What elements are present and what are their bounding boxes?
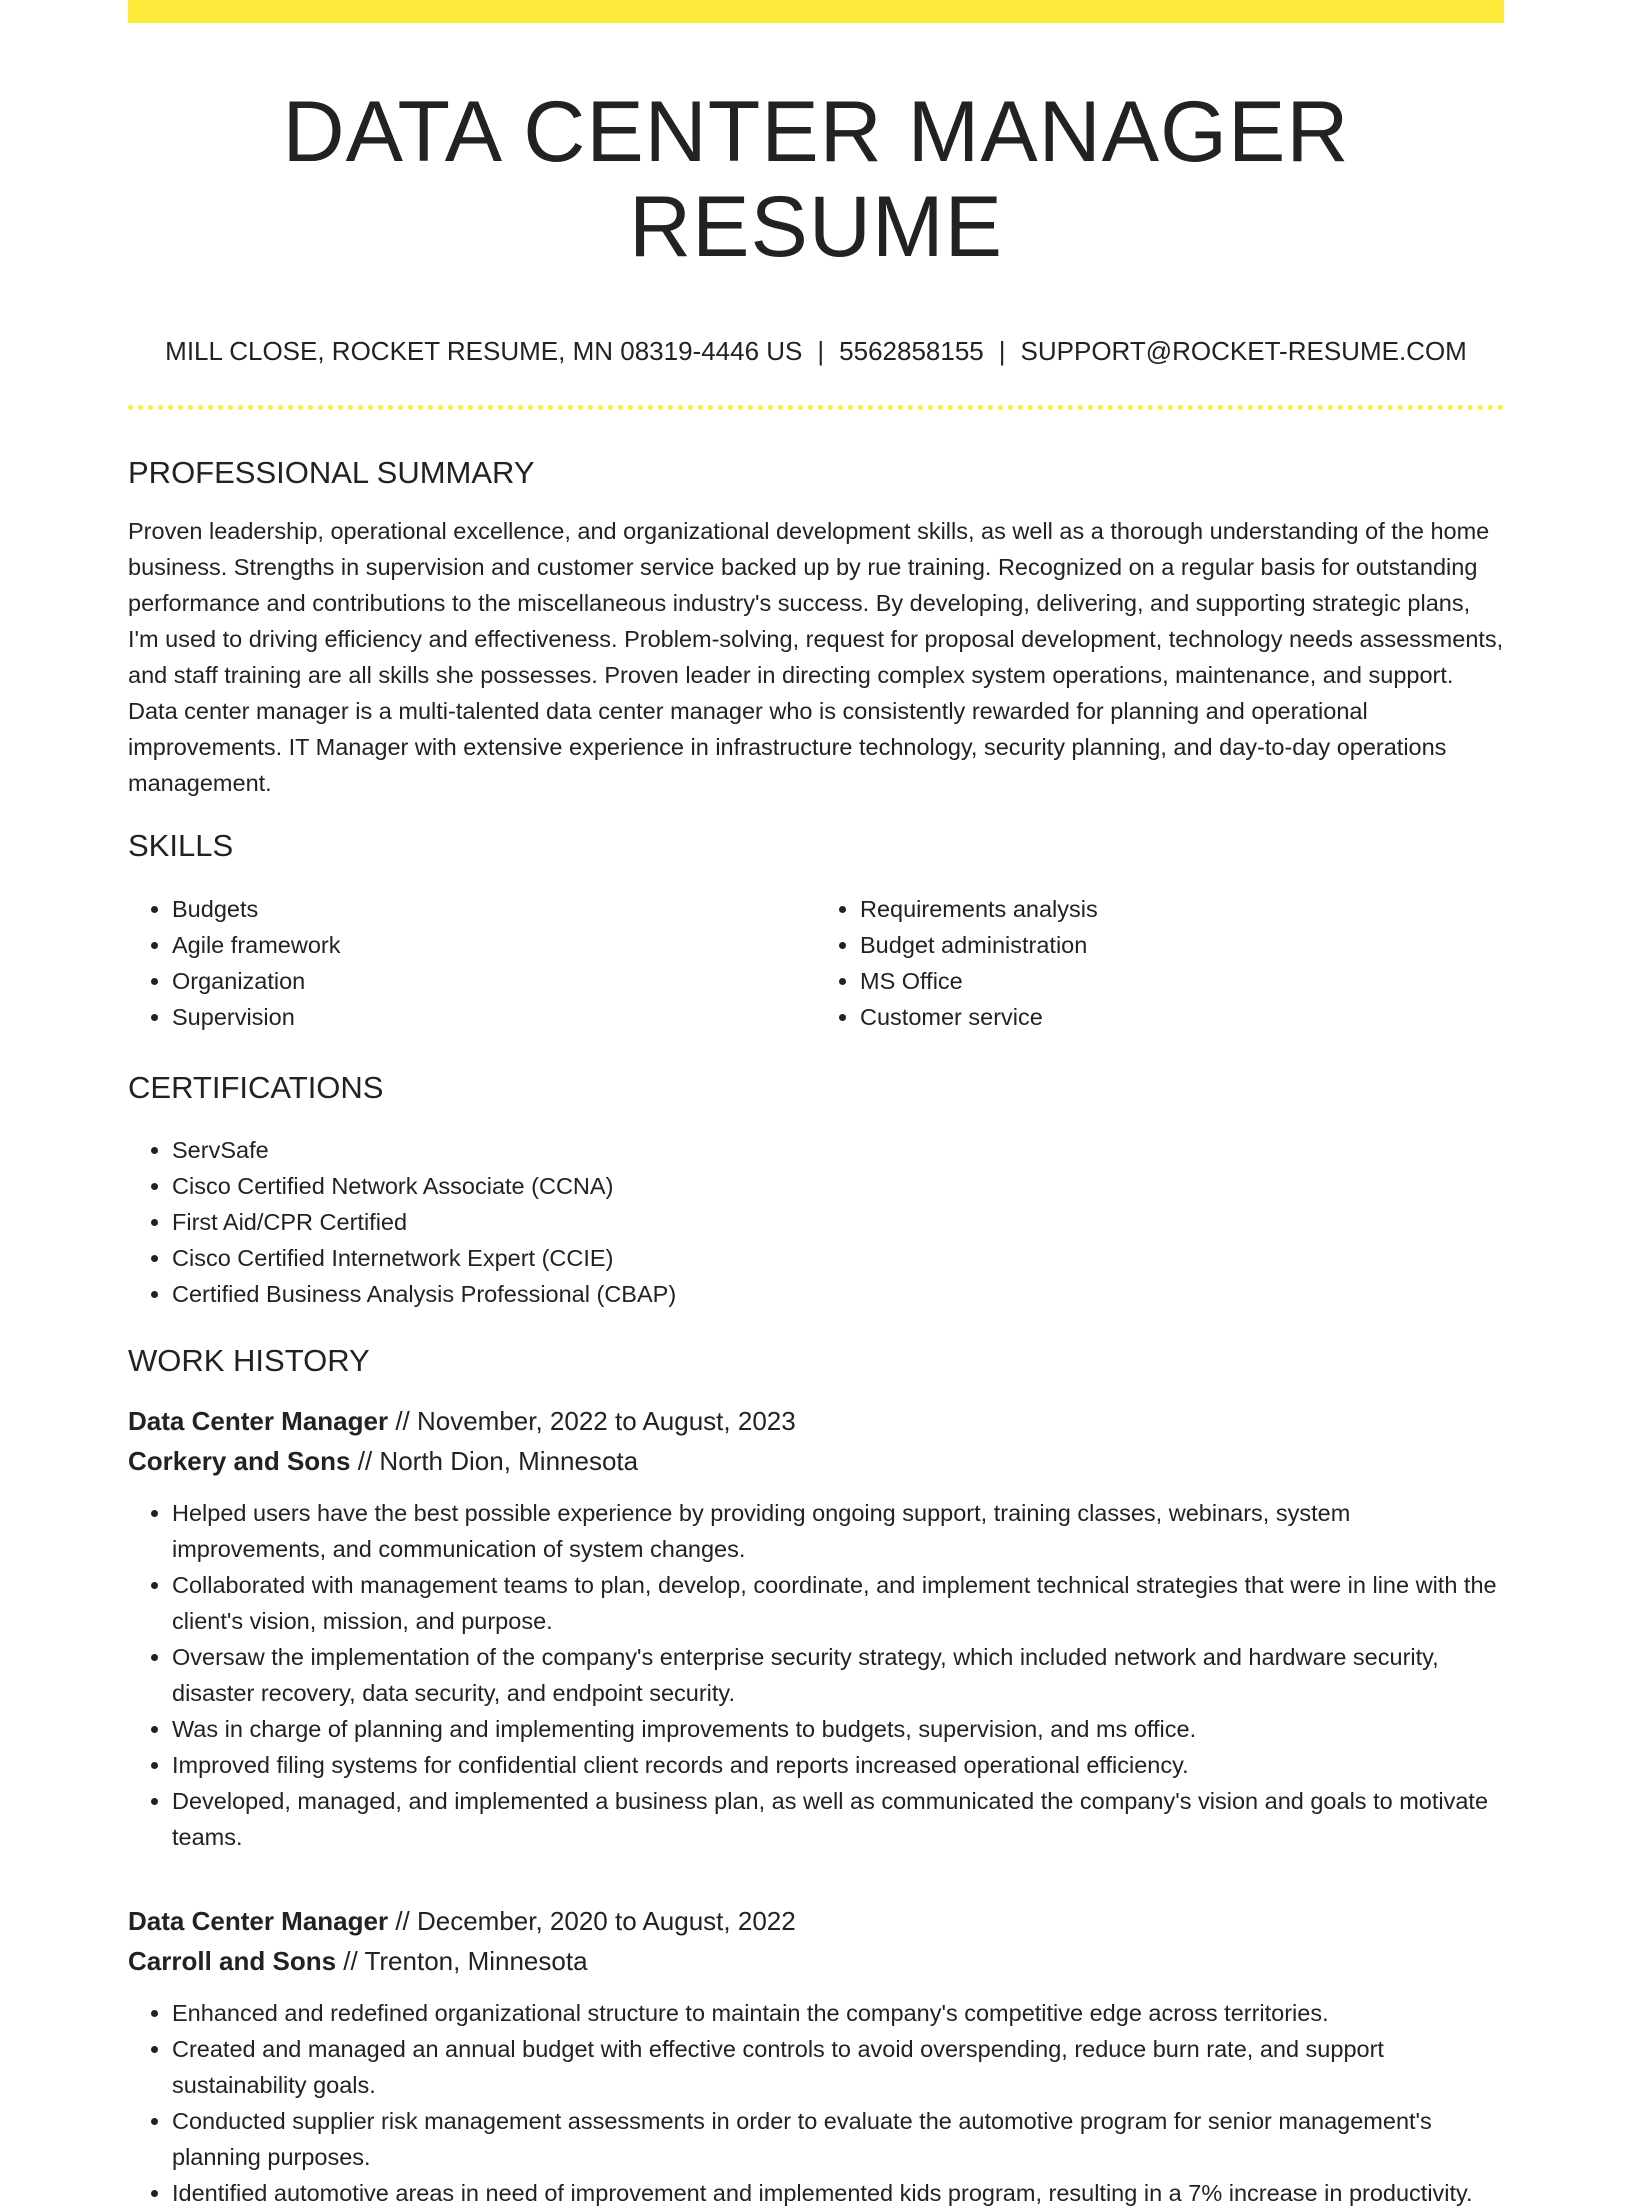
job-bullet: • Enhanced and redefined organizational structure to maintain the company's competitive edge across territories. (172, 1995, 1504, 2031)
certification-item: • ServSafe (172, 1132, 1504, 1168)
job-title: Data Center Manager (128, 1405, 389, 1436)
skill-item: • Supervision (172, 999, 816, 1035)
skills-section (128, 827, 1504, 1034)
skill-item: • Budgets (172, 891, 816, 927)
skills-left-list (128, 891, 816, 1035)
contact-separator: | (817, 336, 825, 367)
top-accent-bar (128, 0, 1504, 23)
summary-section (128, 454, 1504, 801)
job-bullets (128, 1995, 1504, 2211)
job-company-line (128, 1941, 1504, 1981)
job-bullet: • Identified automotive areas in need of improvement and implemented kids program, resulting in a 7% increase in productivity. (172, 2175, 1504, 2211)
job-company: Carroll and Sons (128, 1945, 337, 1976)
skills-right-list (816, 891, 1504, 1035)
job-location: // Trenton, Minnesota (343, 1945, 588, 1976)
job-dates: // December, 2020 to August, 2022 (395, 1905, 796, 1936)
job-bullet: • Was in charge of planning and implementing improvements to budgets, supervision, and ms office. (172, 1711, 1504, 1747)
job-entry (128, 1901, 1504, 2211)
job-entry (128, 1401, 1504, 1855)
job-company: Corkery and Sons (128, 1445, 351, 1476)
job-bullet: • Collaborated with management teams to plan, develop, coordinate, and implement technical strategies that were in line with the client's vision, mission, and purpose. (172, 1567, 1504, 1639)
job-bullet: • Developed, managed, and implemented a business plan, as well as communicated the company's vision and goals to motivate teams. (172, 1783, 1504, 1855)
certifications-section (128, 1069, 1504, 1312)
contact-phone: 5562858155 (839, 336, 984, 367)
job-bullet: • Helped users have the best possible experience by providing ongoing support, training classes, webinars, system improvements, and communication of system changes. (172, 1495, 1504, 1567)
job-bullet: • Conducted supplier risk management assessments in order to evaluate the automotive program for senior management's planning purposes. (172, 2103, 1504, 2175)
certifications-heading: CERTIFICATIONS (128, 1069, 384, 1105)
certifications-list (128, 1132, 1504, 1312)
job-company-line (128, 1441, 1504, 1481)
certification-item: • Cisco Certified Network Associate (CCNA) (172, 1168, 1504, 1204)
skill-item: • Organization (172, 963, 816, 999)
skill-item: • Customer service (860, 999, 1504, 1035)
skill-item: • Budget administration (860, 927, 1504, 963)
certification-item: • Certified Business Analysis Professional (CBAP) (172, 1276, 1504, 1312)
page-title: DATA CENTER MANAGER RESUME (282, 84, 1350, 275)
skill-item: • Agile framework (172, 927, 816, 963)
job-location: // North Dion, Minnesota (357, 1445, 639, 1476)
skills-heading: SKILLS (128, 828, 234, 864)
contact-address: MILL CLOSE, ROCKET RESUME, MN 08319-4446 US (165, 336, 803, 367)
resume-page (128, 0, 1504, 2211)
job-title: Data Center Manager (128, 1905, 389, 1936)
job-title-line (128, 1401, 1504, 1441)
certification-item: • Cisco Certified Internetwork Expert (CCIE) (172, 1240, 1504, 1276)
summary-text: Proven leadership, operational excellence, and organizational development skills, as well as a thorough understanding of the home business. Strengths in supervision and customer service backed up by rue training. Recognized on a regular basis for outstanding performance and contributions to the miscellaneous industry's success. By developing, delivering, and supporting strategic plans, I'm used to driving efficiency and effectiveness. Problem-solving, request for proposal development, technology needs assessments, and staff training are all skills she possesses. Proven leader in directing complex system operations, maintenance, and support. Data center manager is a multi-talented data center manager who is consistently rewarded for planning and operational improvements. IT Manager with extensive experience in infrastructure technology, security planning, and day-to-day operations management. (128, 518, 1504, 797)
job-bullet: • Oversaw the implementation of the company's enterprise security strategy, which included network and hardware security, disaster recovery, data security, and endpoint security. (172, 1639, 1504, 1711)
work-history-heading: WORK HISTORY (128, 1342, 370, 1378)
job-dates: // November, 2022 to August, 2023 (395, 1405, 796, 1436)
job-bullet: • Created and managed an annual budget with effective controls to avoid overspending, reduce burn rate, and support sustainability goals. (172, 2031, 1504, 2103)
work-history-section (128, 1342, 1504, 2211)
job-bullets (128, 1495, 1504, 1855)
skill-item: • MS Office (860, 963, 1504, 999)
contact-separator: | (998, 336, 1006, 367)
contact-email: SUPPORT@ROCKET-RESUME.COM (1020, 336, 1467, 367)
job-bullet: • Improved filing systems for confidential client records and reports increased operational efficiency. (172, 1747, 1504, 1783)
skills-grid (128, 891, 1504, 1035)
dotted-divider (128, 405, 1504, 410)
contact-line (128, 336, 1504, 367)
certification-item: • First Aid/CPR Certified (172, 1204, 1504, 1240)
job-title-line (128, 1901, 1504, 1941)
skill-item: • Requirements analysis (860, 891, 1504, 927)
summary-heading: PROFESSIONAL SUMMARY (128, 455, 535, 491)
